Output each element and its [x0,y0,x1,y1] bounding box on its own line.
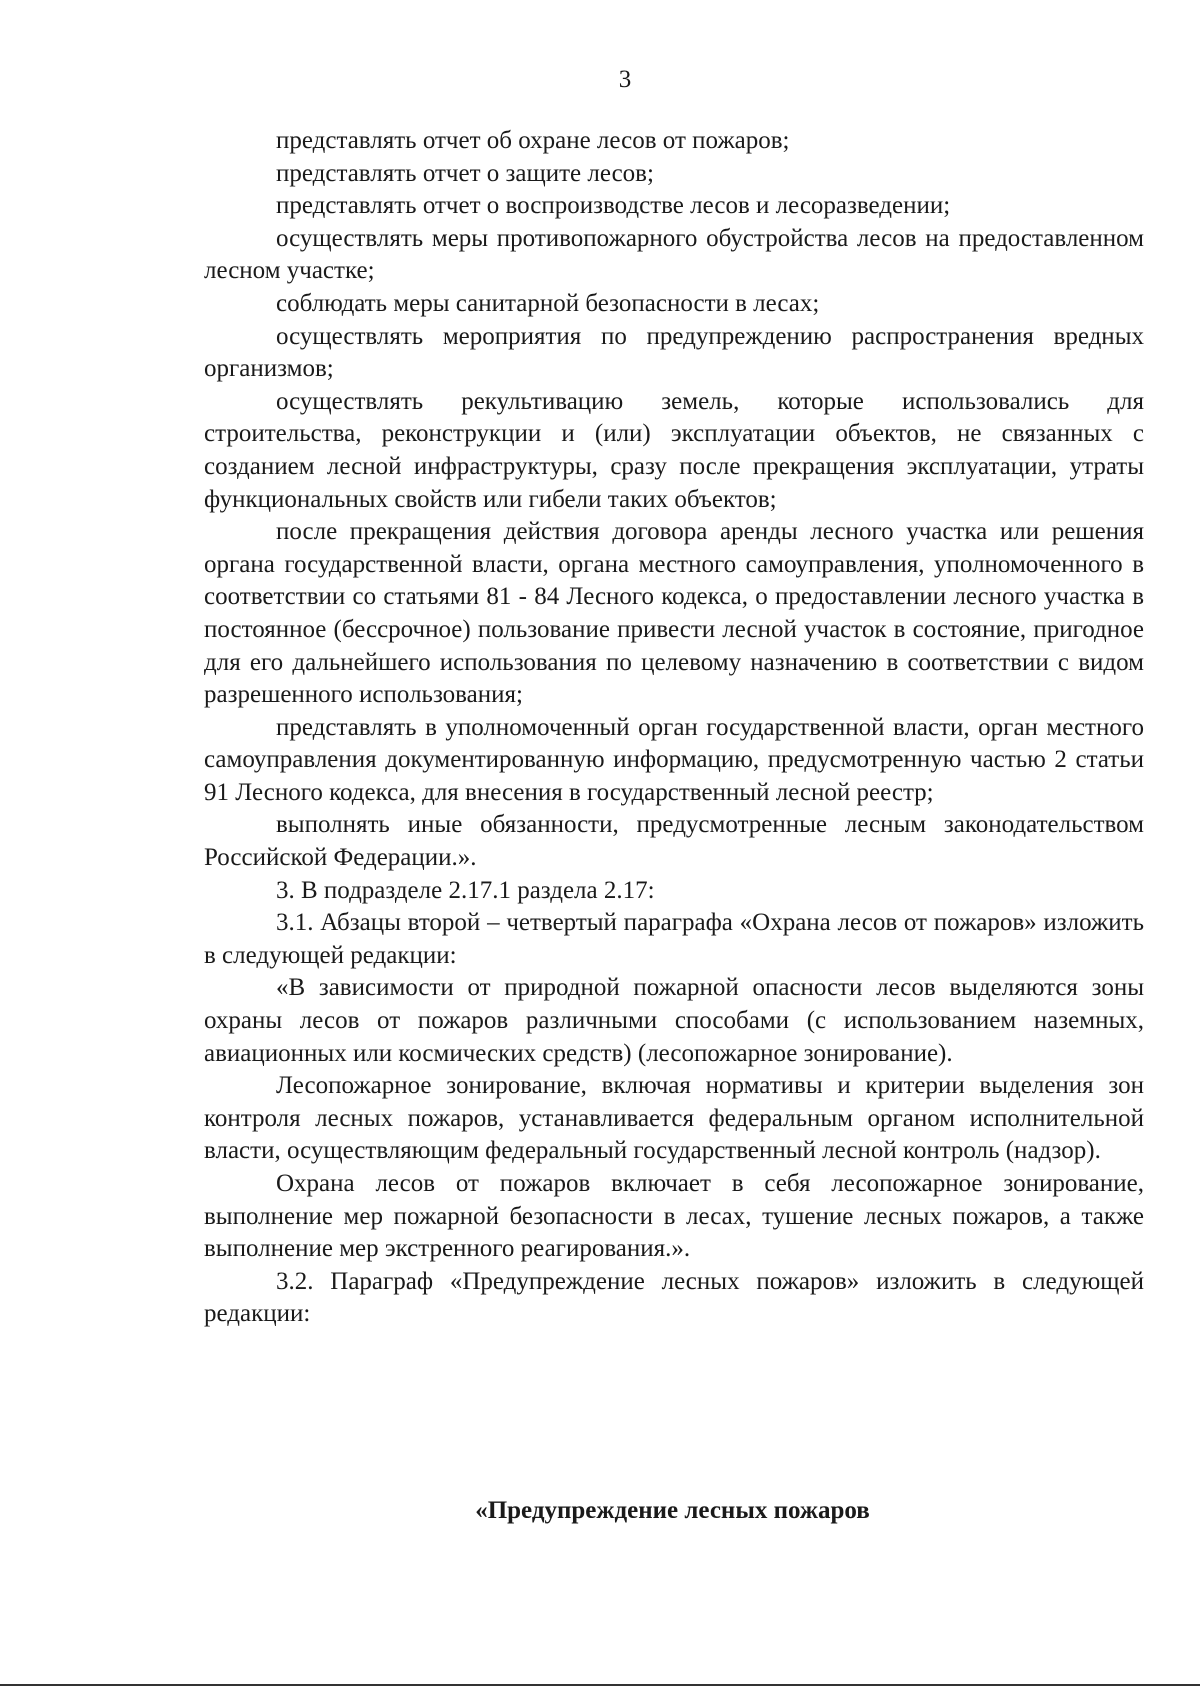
paragraph-1: представлять отчет об охране лесов от пожаров; [276,127,790,154]
paragraph-6: осуществлять мероприятия по предупреждению распространения вредных организмов; [204,322,1144,383]
document-body [204,125,1144,1331]
paragraph-3: представлять отчет о воспроизводстве лесов и лесоразведении; [276,192,951,220]
paragraph-14: Лесопожарное зонирование, включая нормативы и критерии выделения зон контроля лесных пожаров, устанавливается федеральным органом исполнительной власти, осуществляющим федеральный государственный лесной контроль (надзор). [204,1072,1144,1165]
section-heading: «Предупреждение лесных пожаров [475,1497,870,1524]
paragraph-2: представлять отчет о защите лесов; [276,159,654,187]
paragraph-8: после прекращения действия договора аренды лесного участка или решения органа государственной власти, органа местного самоуправления, уполномоченного в соответствии со статьями 81 - 84 Лесного кодекса, о предоставлении лесного участка в постоянное (бессрочное) пользование привести лесной участок в состояние, пригодное для его дальнейшего использования по целевому назначению в соответствии с видом разрешенного использования; [204,518,1144,709]
paragraph-4: осуществлять меры противопожарного обустройства лесов на предоставленном лесном участке; [204,224,1144,285]
paragraph-5: соблюдать меры санитарной безопасности в лесах; [276,289,820,317]
paragraph-12: 3.1. Абзацы второй – четвертый параграфа «Охрана лесов от пожаров» изложить в следующей редакции: [204,909,1144,969]
paragraph-11: 3. В подразделе 2.17.1 раздела 2.17: [276,876,655,904]
scan-edge-line [0,1684,1200,1686]
paragraph-16: 3.2. Параграф «Предупреждение лесных пожаров» изложить в следующей редакции: [204,1267,1144,1328]
paragraph-10: выполнять иные обязанности, предусмотренные лесным законодательством Российской Федерации.». [204,811,1144,872]
paragraph-9: представлять в уполномоченный орган государственной власти, орган местного самоуправления документированную информацию, предусмотренную частью 2 статьи 91 Лесного кодекса, для внесения в государственный лесной реестр; [204,713,1144,806]
paragraph-15: Охрана лесов от пожаров включает в себя лесопожарное зонирование, выполнение мер пожарной безопасности в лесах, тушение лесных пожаров, а также выполнение мер экстренного реагирования.». [204,1170,1144,1263]
paragraph-13: «В зависимости от природной пожарной опасности лесов выделяются зоны охраны лесов от пожаров различными способами (с использованием наземных, авиационных или космических средств) (лесопожарное зонирование). [204,974,1144,1067]
page-number: 3 [618,66,632,93]
paragraph-7: осуществлять рекультивацию земель, которые использовались для строительства, реконструкции и (или) эксплуатации объектов, не связанных с созданием лесной инфраструктуры, сразу после прекращения эксплуатации, утраты функциональных свойств или гибели таких объектов; [204,387,1144,513]
